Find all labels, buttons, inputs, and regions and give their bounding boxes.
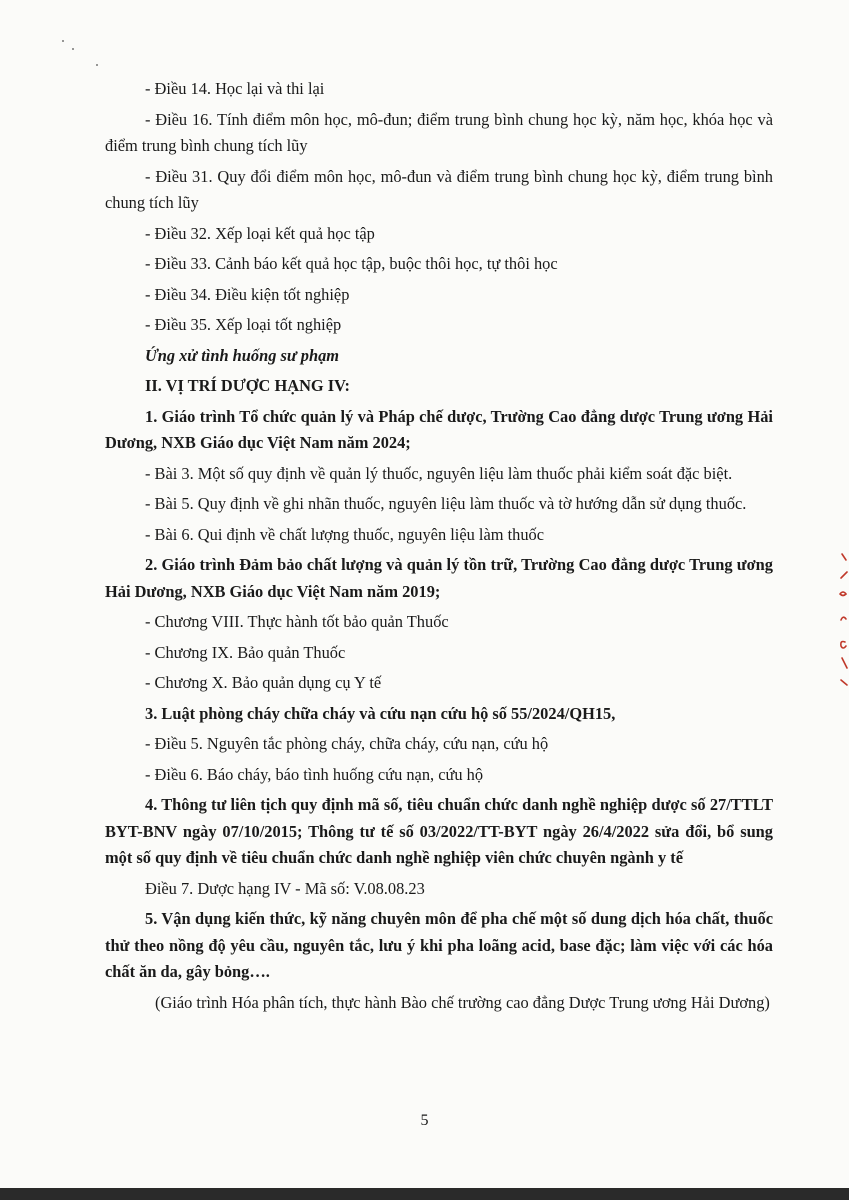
list-item: - Điều 31. Quy đổi điểm môn học, mô-đun và điểm trung bình chung học kỳ, điểm trung bình chung tích lũy — [105, 166, 773, 212]
list-item: - Điều 5. Nguyên tắc phòng cháy, chữa cháy, cứu nạn, cứu hộ — [145, 734, 549, 753]
item2-title: 2. Giáo trình Đảm bảo chất lượng và quản lý tồn trữ, Trường Cao đẳng dược Trung ương Hải Dương, NXB Giáo dục Việt Nam năm 2019; — [105, 555, 773, 601]
list-item: - Điều 34. Điều kiện tốt nghiệp — [145, 284, 350, 304]
list-item: - Điều 35. Xếp loại tốt nghiệp — [145, 315, 342, 334]
reference-note: (Giáo trình Hóa phân tích, thực hành Bào chế trường cao đẳng Dược Trung ương Hải Dương) — [155, 992, 770, 1012]
stamp-fragment-icon — [832, 550, 849, 690]
scan-speck — [96, 64, 98, 66]
list-item: - Chương X. Bảo quản dụng cụ Y tế — [145, 673, 382, 692]
page-number: 5 — [420, 1112, 429, 1129]
list-item: - Bài 5. Quy định về ghi nhãn thuốc, nguyên liệu làm thuốc và tờ hướng dẫn sử dụng thuốc. — [145, 494, 747, 513]
list-item: - Điều 33. Cảnh báo kết quả học tập, buộc thôi học, tự thôi học — [145, 254, 558, 273]
list-item: - Điều 6. Báo cháy, báo tình huống cứu nạn, cứu hộ — [145, 764, 484, 784]
list-item: - Điều 16. Tính điểm môn học, mô-đun; điểm trung bình chung học kỳ, năm học, khóa học và điểm trung bình chung tích lũy — [105, 109, 773, 155]
item4-title: 4. Thông tư liên tịch quy định mã số, tiêu chuẩn chức danh nghề nghiệp dược số 27/TTLT BYT-BNV ngày 07/10/2015; Thông tư tế số 03/2022/TT-BYT ngày 26/4/2022 sửa đổi, bổ sung một số quy định về tiêu chuẩn chức danh nghề nghiệp viên chức chuyên ngành y tế — [105, 795, 773, 867]
list-item: - Bài 3. Một số quy định về quản lý thuốc, nguyên liệu làm thuốc phải kiểm soát đặc biệt. — [145, 463, 733, 483]
scan-speck — [62, 40, 64, 42]
pedagogy-heading: Ứng xử tình huống sư phạm — [145, 345, 340, 365]
document-body — [105, 76, 773, 1020]
list-item: - Chương VIII. Thực hành tốt bảo quản Thuốc — [145, 612, 449, 631]
item3-title: 3. Luật phòng cháy chữa cháy và cứu nạn cứu hộ số 55/2024/QH15, — [145, 703, 616, 723]
list-item: - Chương IX. Bảo quản Thuốc — [145, 642, 346, 662]
scan-bottom-edge — [0, 1188, 849, 1200]
list-item: - Điều 32. Xếp loại kết quả học tập — [145, 223, 375, 243]
list-item: Điều 7. Dược hạng IV - Mã số: V.08.08.23 — [145, 878, 425, 898]
scan-speck — [72, 48, 74, 50]
item1-title: 1. Giáo trình Tổ chức quản lý và Pháp chế dược, Trường Cao đẳng dược Trung ương Hải Dương, NXB Giáo dục Việt Nam năm 2024; — [105, 406, 773, 452]
section-heading: II. VỊ TRÍ DƯỢC HẠNG IV: — [145, 376, 350, 395]
item5-title: 5. Vận dụng kiến thức, kỹ năng chuyên môn để pha chế một số dung dịch hóa chất, thuốc thử theo nồng độ yêu cầu, nguyên tắc, lưu ý khi pha loãng acid, base đặc; làm việc với các hóa chất ăn da, gây bỏng…. — [105, 909, 773, 981]
list-item: - Bài 6. Qui định về chất lượng thuốc, nguyên liệu làm thuốc — [145, 524, 545, 544]
list-item: - Điều 14. Học lại và thi lại — [145, 79, 325, 98]
